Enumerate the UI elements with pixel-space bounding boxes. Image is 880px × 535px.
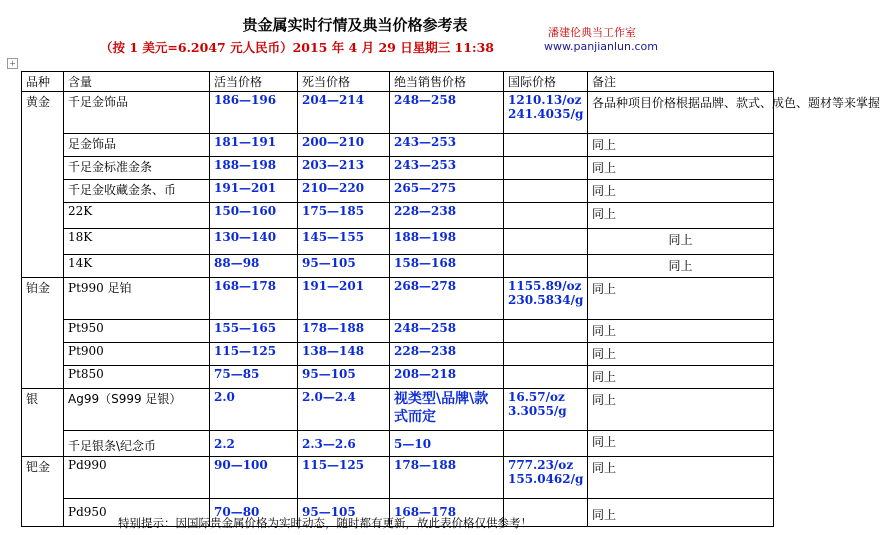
active-price-cell: 150—160 — [210, 203, 298, 229]
studio-name: 潘建伦典当工作室 — [548, 26, 636, 39]
note-cell: 各品种项目价格根据品牌、款式、成色、题材等来掌握 — [588, 92, 774, 134]
intl-price-oz: 16.57/oz — [508, 390, 565, 404]
footer-notice: 特别提示：因国际贵金属价格为实时动态，随时都有更新，故此表价格仅供参考！ — [118, 516, 532, 530]
item-cell: Pt950 — [64, 320, 210, 343]
intl-price-g: 241.4035/g — [508, 107, 584, 121]
column-header: 活当价格 — [210, 72, 298, 92]
table-row — [22, 389, 774, 431]
column-header: 绝当销售价格 — [390, 72, 504, 92]
intl-price-cell — [504, 255, 588, 278]
column-header: 死当价格 — [298, 72, 390, 92]
category-cell: 黄金 — [22, 92, 64, 278]
table-row — [22, 278, 774, 320]
intl-price-g: 3.3055/g — [508, 404, 567, 418]
intl-price-cell — [504, 431, 588, 457]
table-row — [22, 92, 774, 134]
intl-price-cell — [504, 92, 588, 134]
dead-price-cell: 2.0—2.4 — [298, 389, 390, 431]
note-cell: 同上 — [588, 203, 774, 229]
dead-price-cell: 95—105 — [298, 499, 390, 527]
item-cell: 千足金标准金条 — [64, 157, 210, 180]
table-row — [22, 343, 774, 366]
sale-price-cell: 265—275 — [390, 180, 504, 203]
category-cell: 钯金 — [22, 457, 64, 527]
active-price-cell: 70—80 — [210, 499, 298, 527]
note-cell: 同上 — [588, 320, 774, 343]
active-price-cell: 186—196 — [210, 92, 298, 134]
item-cell: Ag99（S999 足银） — [64, 389, 210, 431]
active-price-cell: 88—98 — [210, 255, 298, 278]
item-cell: 14K — [64, 255, 210, 278]
item-cell: Pd950 — [64, 499, 210, 527]
intl-price-cell — [504, 343, 588, 366]
category-cell: 铂金 — [22, 278, 64, 389]
intl-price-cell — [504, 180, 588, 203]
sale-price-cell: 248—258 — [390, 320, 504, 343]
active-price-cell: 115—125 — [210, 343, 298, 366]
item-cell: Pt990 足铂 — [64, 278, 210, 320]
active-price-cell: 2.0 — [210, 389, 298, 431]
active-price-cell: 2.2 — [210, 431, 298, 457]
sale-price-cell: 228—238 — [390, 343, 504, 366]
table-row — [22, 203, 774, 229]
table-row — [22, 366, 774, 389]
active-price-cell: 168—178 — [210, 278, 298, 320]
intl-price-cell — [504, 229, 588, 255]
intl-price-cell — [504, 203, 588, 229]
item-cell: 22K — [64, 203, 210, 229]
item-cell: 18K — [64, 229, 210, 255]
active-price-cell: 188—198 — [210, 157, 298, 180]
table-row — [22, 229, 774, 255]
price-table — [21, 71, 880, 527]
note-cell: 同上 — [588, 134, 774, 157]
dead-price-cell: 115—125 — [298, 457, 390, 499]
note-cell: 同上 — [588, 499, 774, 527]
note-cell: 同上 — [588, 366, 774, 389]
table-row — [22, 457, 774, 499]
dead-price-cell: 95—105 — [298, 366, 390, 389]
category-cell: 银 — [22, 389, 64, 457]
sale-price-cell: 243—253 — [390, 134, 504, 157]
sale-price-cell: 178—188 — [390, 457, 504, 499]
intl-price-g: 155.0462/g — [508, 472, 584, 486]
note-cell: 同上 — [588, 157, 774, 180]
dead-price-cell: 2.3—2.6 — [298, 431, 390, 457]
column-header: 品种 — [22, 72, 64, 92]
sale-price-cell: 228—238 — [390, 203, 504, 229]
column-header: 国际价格 — [504, 72, 588, 92]
table-row — [22, 180, 774, 203]
note-cell: 同上 — [588, 180, 774, 203]
column-header: 备注 — [588, 72, 774, 92]
sale-price-cell: 5—10 — [390, 431, 504, 457]
table-header-row — [22, 72, 774, 92]
intl-price-oz: 1210.13/oz — [508, 93, 582, 107]
intl-price-cell — [504, 389, 588, 431]
column-header: 含量 — [64, 72, 210, 92]
dead-price-cell: 175—185 — [298, 203, 390, 229]
note-cell: 同上 — [588, 278, 774, 320]
intl-price-cell — [504, 320, 588, 343]
page-title: 贵金属实时行情及典当价格参考表 — [242, 16, 468, 34]
note-cell: 同上 — [588, 457, 774, 499]
note-cell: 同上 — [588, 255, 774, 278]
active-price-cell: 191—201 — [210, 180, 298, 203]
table-row — [22, 320, 774, 343]
intl-price-g: 230.5834/g — [508, 293, 584, 307]
item-cell: 千足金饰品 — [64, 92, 210, 134]
item-cell: Pd990 — [64, 457, 210, 499]
item-cell: 千足金收藏金条、币 — [64, 180, 210, 203]
dead-price-cell: 191—201 — [298, 278, 390, 320]
intl-price-cell — [504, 134, 588, 157]
intl-price-oz: 1155.89/oz — [508, 279, 582, 293]
item-cell: 足金饰品 — [64, 134, 210, 157]
table-row — [22, 255, 774, 278]
active-price-cell: 181—191 — [210, 134, 298, 157]
dead-price-cell: 210—220 — [298, 180, 390, 203]
exchange-rate-subtitle: （按 1 美元=6.2047 元人民币）2015 年 4 月 29 日星期三 11:38 — [100, 40, 494, 55]
table-row — [22, 134, 774, 157]
active-price-cell: 130—140 — [210, 229, 298, 255]
note-cell: 同上 — [588, 229, 774, 255]
sale-price-text: 视类型\品牌\款式而定 — [394, 391, 489, 425]
item-cell: Pt850 — [64, 366, 210, 389]
intl-price-cell — [504, 457, 588, 499]
active-price-cell: 155—165 — [210, 320, 298, 343]
sale-price-cell: 243—253 — [390, 157, 504, 180]
sale-price-cell: 188—198 — [390, 229, 504, 255]
sale-price-cell: 168—178 — [390, 499, 504, 527]
dead-price-cell: 95—105 — [298, 255, 390, 278]
sale-price-cell: 248—258 — [390, 92, 504, 134]
sale-price-cell: 208—218 — [390, 366, 504, 389]
item-cell: 千足银条\纪念币 — [64, 431, 210, 457]
dead-price-cell: 178—188 — [298, 320, 390, 343]
dead-price-cell: 203—213 — [298, 157, 390, 180]
dead-price-cell: 200—210 — [298, 134, 390, 157]
active-price-cell: 90—100 — [210, 457, 298, 499]
table-row — [22, 431, 774, 457]
table-move-handle-icon[interactable]: + — [7, 58, 18, 69]
item-cell: Pt900 — [64, 343, 210, 366]
active-price-cell: 75—85 — [210, 366, 298, 389]
website-link[interactable]: www.panjianlun.com — [544, 40, 658, 53]
table-row — [22, 157, 774, 180]
sale-price-cell: 268—278 — [390, 278, 504, 320]
sale-price-cell: 158—168 — [390, 255, 504, 278]
note-cell: 同上 — [588, 343, 774, 366]
dead-price-cell: 204—214 — [298, 92, 390, 134]
dead-price-cell: 138—148 — [298, 343, 390, 366]
intl-price-oz: 777.23/oz — [508, 458, 574, 472]
note-cell: 同上 — [588, 431, 774, 457]
intl-price-cell — [504, 157, 588, 180]
intl-price-cell — [504, 278, 588, 320]
sale-price-cell — [390, 389, 504, 431]
note-cell: 同上 — [588, 389, 774, 431]
dead-price-cell: 145—155 — [298, 229, 390, 255]
intl-price-cell — [504, 366, 588, 389]
